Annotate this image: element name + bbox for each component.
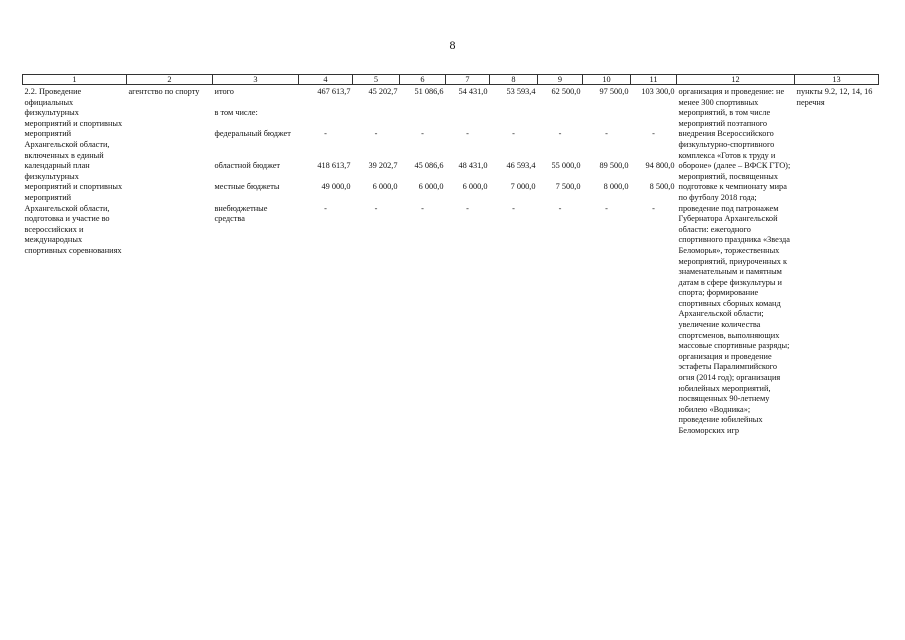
funding-source-label: в том числе: [214,108,258,118]
measure-title: 2.2. Проведение официальных физкультурных мероприятий и спортивных мероприятий Архангельской области, включенных в единый календарный план физкультурных мероприятий и спортивных мероприятий Архангельской области, подготовка и участие во всероссийских и международных спортивных соревнованиях [24,87,123,255]
column-header: 13 [795,75,879,85]
amount-value [633,108,675,129]
amount-column [353,85,400,437]
amount-column [538,85,583,437]
amount-value: - [652,129,655,139]
amount-value: 103 300,0 [641,87,675,96]
column-header: 9 [538,75,583,85]
page-number: 8 [449,38,456,52]
amount-value: - [652,203,655,213]
funding-source-label: федеральный бюджет [214,129,291,139]
column-header: 12 [677,75,795,85]
amount-value [402,108,444,129]
amount-value [492,108,536,129]
amount-value [355,108,398,129]
amount-value: 54 431,0 [458,87,488,96]
amount-column [446,85,490,437]
amount-value: - [374,203,378,213]
column-header: 1 [23,75,127,85]
column-header: 5 [353,75,400,85]
table-row [23,85,879,437]
amount-value: 49 000,0 [321,182,351,192]
amount-value: - [421,203,424,213]
target-indicators-reference: пункты 9.2, 12, 14, 16 перечня [796,87,873,107]
funding-source-label: областной бюджет [214,161,281,171]
amount-value: 55 000,0 [551,161,581,171]
amount-value: 467 613,7 [317,87,351,96]
amount-value: - [374,129,378,139]
amount-value: 48 431,0 [458,161,488,171]
expected-results: организация и проведение: не менее 300 спортивных мероприятий, в том числе мероприятий поэтапного внедрения Всероссийского физкультурно-спортивного комплекса «Готов к труду и обороне» (далее – ВФСК ГТО); мероприятий, посвященных подготовке к чемпионату мира по футболу 2018 года; проведение под патронажем Губернатора Архангельской области: ежегодного спортивного праздника «Звезда Беломорья», торжественных мероприятий, приуроченных к знаменательным и памятным датам в сфере физкультуры и спорта; формирование спортивных сборных команд Архангельской области; увеличение количества спортсменов, выполняющих массовые спортивные разряды; организация и проведение эстафеты Паралимпийского огня (2014 год); организация юбилейных мероприятий, посвященных 90-летнему юбилею «Водника»; проведение юбилейных Беломорских игр [678,87,791,435]
funding-source-label: местные бюджеты [214,182,280,192]
amount-value: - [558,203,562,213]
amount-value: 6 000,0 [372,182,398,192]
amount-column [631,85,677,437]
column-header: 8 [490,75,538,85]
amount-value: 7 500,0 [555,182,581,192]
amount-value: - [466,203,469,213]
column-number-row [23,75,879,85]
amount-value: - [324,203,327,213]
funding-source-label: итого [214,87,234,96]
column-header: 10 [583,75,631,85]
amount-value: 53 593,4 [506,87,536,96]
amount-value: - [605,203,608,213]
column-header: 7 [446,75,490,85]
amount-value: 8 000,0 [603,182,629,192]
column-header: 11 [631,75,677,85]
executor: агентство по спорту [128,87,200,96]
amount-value: - [466,129,469,139]
amount-value: 45 086,6 [414,161,444,171]
column-header: 3 [213,75,299,85]
amount-value: - [558,129,562,139]
amount-value: - [512,203,515,213]
amount-column [583,85,631,437]
amount-value: 418 613,7 [317,161,351,171]
funding-source-label: внебюджетные средства [214,203,268,224]
amount-column [299,85,353,437]
amount-value [540,108,581,129]
amount-value: 51 086,6 [414,87,444,96]
amount-value [448,108,488,129]
amount-value: 6 000,0 [418,182,444,192]
amount-value [301,108,351,129]
amount-column [490,85,538,437]
amount-value: 62 500,0 [551,87,581,96]
column-header: 6 [400,75,446,85]
amount-value: - [324,129,327,139]
amount-value: 46 593,4 [506,161,536,171]
amount-value: 89 500,0 [599,161,629,171]
amount-value [585,108,629,129]
amount-value: 94 800,0 [645,161,675,171]
amount-value: - [512,129,515,139]
amount-value: 45 202,7 [368,87,398,96]
funding-source-labels [213,85,299,437]
amount-value: 7 000,0 [510,182,536,192]
amount-value: 97 500,0 [599,87,629,96]
column-header: 2 [127,75,213,85]
column-header: 4 [299,75,353,85]
amount-value: 8 500,0 [649,182,675,192]
amount-column [400,85,446,437]
amount-value: 6 000,0 [462,182,488,192]
amount-value: - [605,129,608,139]
amount-value: - [421,129,424,139]
program-table [22,74,879,437]
amount-value: 39 202,7 [368,161,398,171]
